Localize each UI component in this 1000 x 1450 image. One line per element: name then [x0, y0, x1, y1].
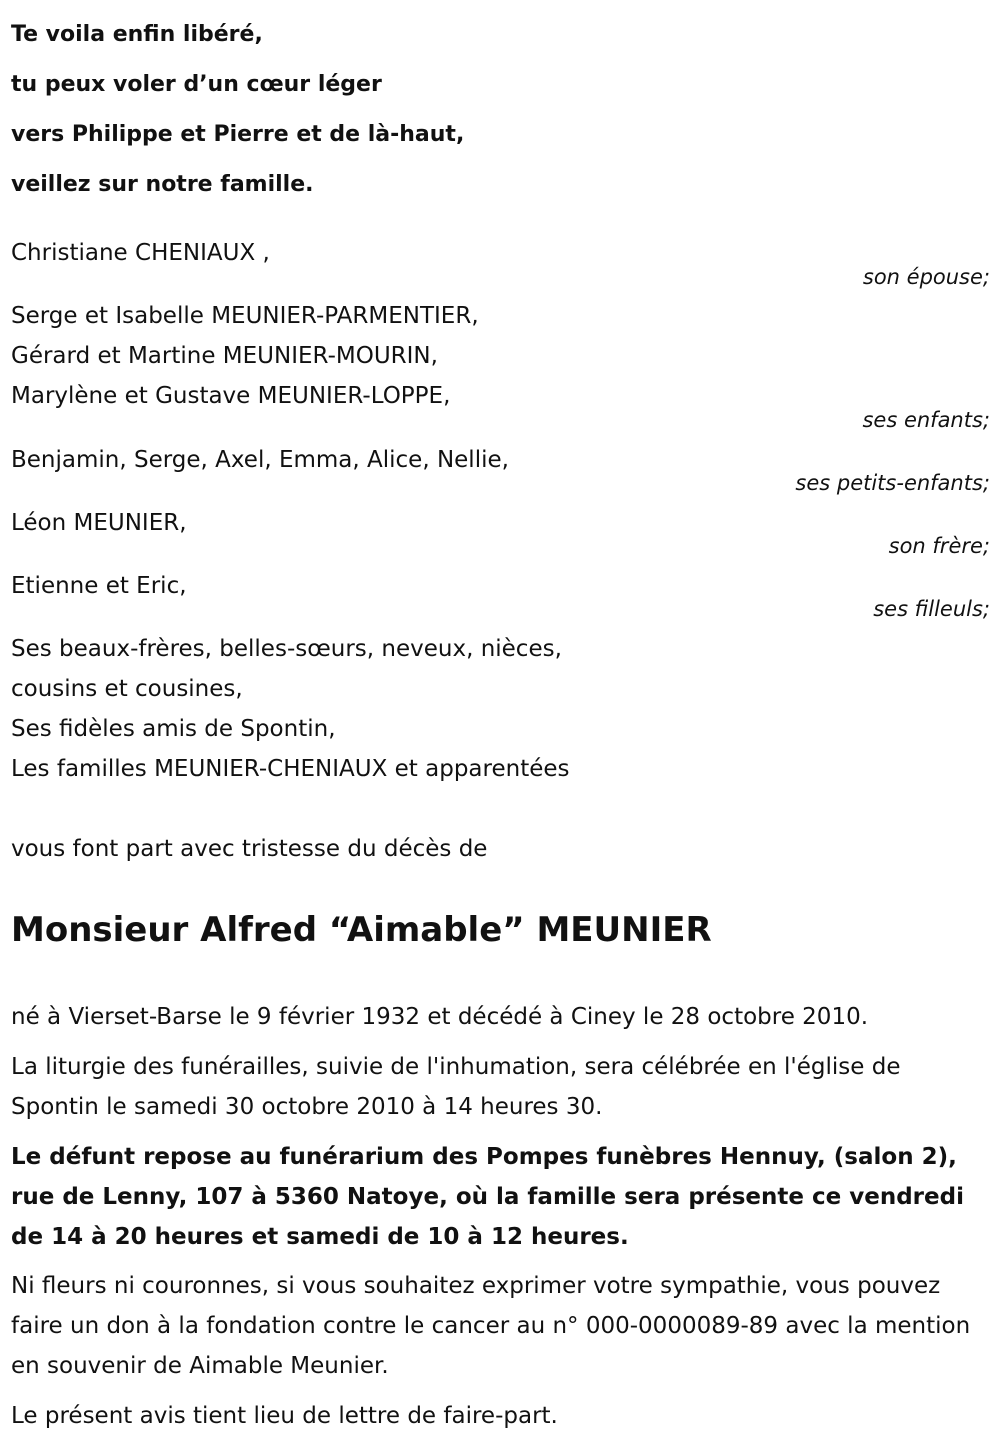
- poem-line: vers Philippe et Pierre et de là-haut,: [11, 122, 465, 147]
- brother-line: Léon MEUNIER,: [11, 510, 187, 536]
- notice-paragraph: Le présent avis tient lieu de lettre de faire-part.: [11, 1403, 558, 1429]
- godchildren-role: ses filleuls;: [873, 597, 990, 621]
- birth-death-paragraph: né à Vierset-Barse le 9 février 1932 et décédé à Ciney le 28 octobre 2010.: [11, 1004, 869, 1030]
- child-line: Gérard et Martine MEUNIER-MOURIN,: [11, 343, 438, 369]
- spouse-name: Christiane CHENIAUX ,: [11, 240, 270, 266]
- poem-line: Te voila enfin libéré,: [11, 22, 263, 47]
- relatives-line: Ses fidèles amis de Spontin,: [11, 716, 336, 742]
- relatives-line: Les familles MEUNIER-CHENIAUX et apparentées: [11, 756, 570, 782]
- grandchildren-role: ses petits-enfants;: [795, 471, 990, 495]
- flowers-paragraph: Ni fleurs ni couronnes, si vous souhaitez exprimer votre sympathie, vous pouvez faire un don à la fondation contre le cancer au n° 000-0000089-89 avec la mention en souvenir de Aimable Meunier.: [11, 1273, 971, 1379]
- funeral-paragraph: La liturgie des funérailles, suivie de l'inhumation, sera célébrée en l'église de Spontin le samedi 30 octobre 2010 à 14 heures 30.: [11, 1054, 901, 1120]
- relatives-line: cousins et cousines,: [11, 676, 243, 702]
- relatives-line: Ses beaux-frères, belles-sœurs, neveux, nièces,: [11, 636, 562, 662]
- spouse-role: son épouse;: [862, 265, 990, 289]
- announcement: vous font part avec tristesse du décès de: [11, 836, 488, 862]
- godchildren-line: Etienne et Eric,: [11, 573, 187, 599]
- poem: [11, 10, 464, 210]
- poem-line: veillez sur notre famille.: [11, 172, 314, 197]
- children-role: ses enfants;: [862, 408, 990, 432]
- brother-role: son frère;: [888, 534, 990, 558]
- deceased-name: Monsieur Alfred “Aimable” MEUNIER: [11, 910, 712, 950]
- repose-paragraph: Le défunt repose au funérarium des Pompes funèbres Hennuy, (salon 2), rue de Lenny, 107 à 5360 Natoye, où la famille sera présente ce vendredi de 14 à 20 heures et samedi de 10 à 12 heures.: [11, 1144, 964, 1250]
- poem-line: tu peux voler d’un cœur léger: [11, 72, 382, 97]
- child-line: Serge et Isabelle MEUNIER-PARMENTIER,: [11, 303, 479, 329]
- grandchildren-line: Benjamin, Serge, Axel, Emma, Alice, Nellie,: [11, 447, 509, 473]
- child-line: Marylène et Gustave MEUNIER-LOPPE,: [11, 383, 451, 409]
